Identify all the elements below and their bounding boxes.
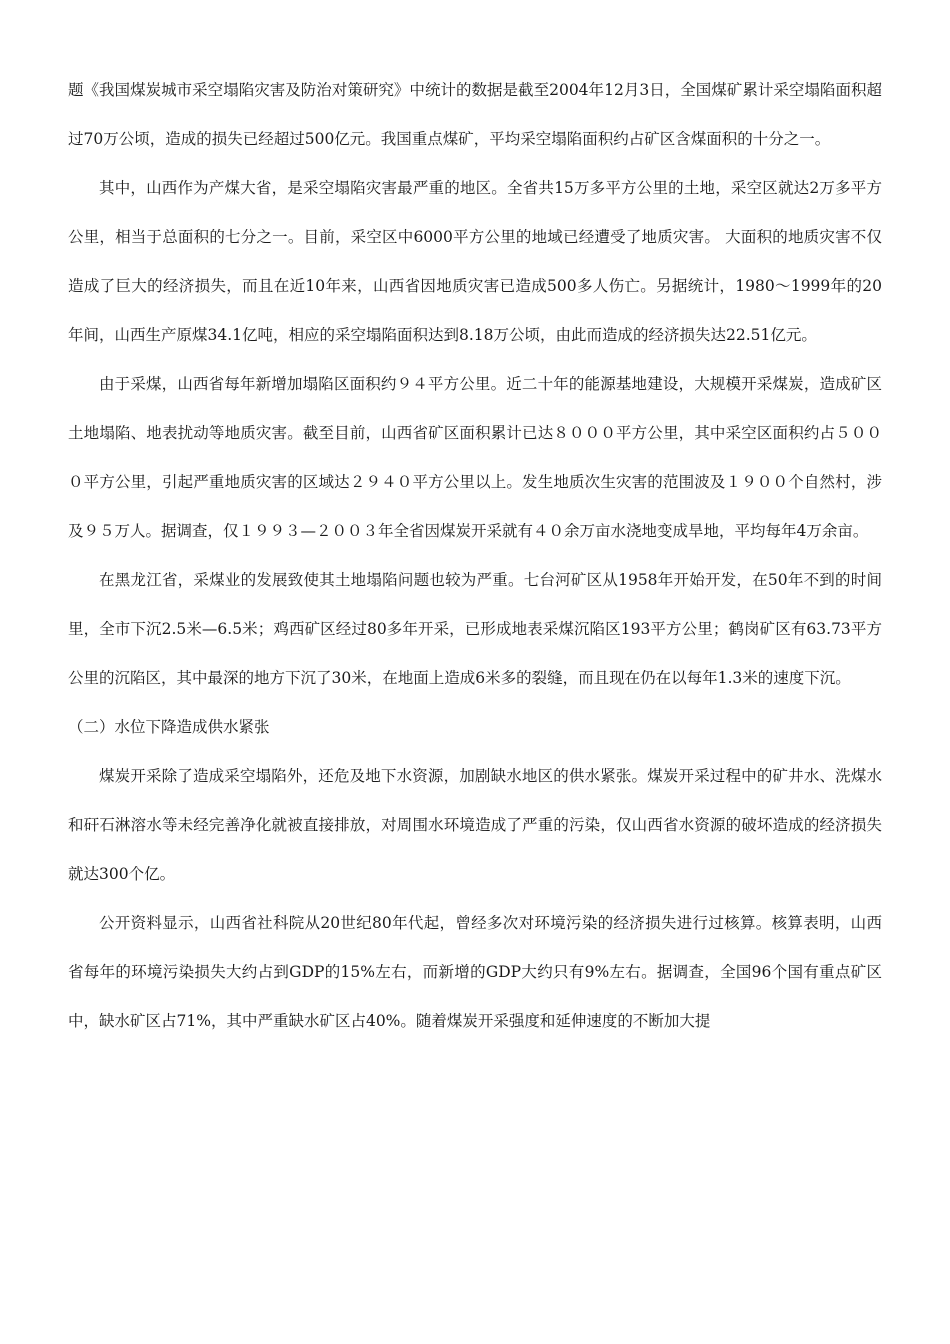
paragraph-subsidence-statistics: 题《我国煤炭城市采空塌陷灾害及防治对策研究》中统计的数据是截至2004年12月3日，全国煤矿累计采空塌陷面积超过70万公顷，造成的损失已经超过500亿元。我国重点煤矿，平均采空塌陷面积约占矿区含煤面积的十分之一。: [68, 81, 882, 148]
paragraph-heilongjiang: 在黑龙江省，采煤业的发展致使其土地塌陷问题也较为严重。七台河矿区从1958年开始开发，在50年不到的时间里，全市下沉2.5米—6.5米；鸡西矿区经过80多年开采，已形成地表采煤沉陷区193平方公里；鹤岗矿区有63.73平方公里的沉陷区，其中最深的地方下沉了30米，在地面上造成6米多的裂缝，而且现在仍在以每年1.3米的速度下沉。: [68, 571, 882, 687]
document-page: [68, 66, 882, 1046]
paragraph-shanxi-annual-increase: 由于采煤，山西省每年新增加塌陷区面积约９４平方公里。近二十年的能源基地建设，大规模开采煤炭，造成矿区土地塌陷、地表扰动等地质灾害。截至目前，山西省矿区面积累计已达８０００平方公里，其中采空区面积约占５０００平方公里，引起严重地质灾害的区域达２９４０平方公里以上。发生地质次生灾害的范围波及１９００个自然村，涉及９５万人。据调查，仅１９９３—２００３年全省因煤炭开采就有４０余万亩水浇地变成旱地，平均每年4万余亩。: [68, 375, 882, 540]
section-heading-water: （二）水位下降造成供水紧张: [68, 718, 270, 736]
paragraph-pollution-loss: 公开资料显示，山西省社科院从20世纪80年代起，曾经多次对环境污染的经济损失进行过核算。核算表明，山西省每年的环境污染损失大约占到GDP的15%左右，而新增的GDP大约只有9%左右。据调查，全国96个国有重点矿区中，缺水矿区占71%，其中严重缺水矿区占40%。随着煤炭开采强度和延伸速度的不断加大提: [68, 914, 882, 1030]
paragraph-water-resources: 煤炭开采除了造成采空塌陷外，还危及地下水资源，加剧缺水地区的供水紧张。煤炭开采过程中的矿井水、洗煤水和矸石淋溶水等未经完善净化就被直接排放，对周围水环境造成了严重的污染，仅山西省水资源的破坏造成的经济损失就达300个亿。: [68, 767, 882, 883]
paragraph-shanxi-subsidence: 其中，山西作为产煤大省，是采空塌陷灾害最严重的地区。全省共15万多平方公里的土地，采空区就达2万多平方公里，相当于总面积的七分之一。目前，采空区中6000平方公里的地域已经遭受了地质灾害。 大面积的地质灾害不仅造成了巨大的经济损失，而且在近10年来，山西省因地质灾害已造成500多人伤亡。另据统计，1980～1999年的20年间，山西生产原煤34.1亿吨，相应的采空塌陷面积达到8.18万公顷，由此而造成的经济损失达22.51亿元。: [68, 179, 882, 344]
